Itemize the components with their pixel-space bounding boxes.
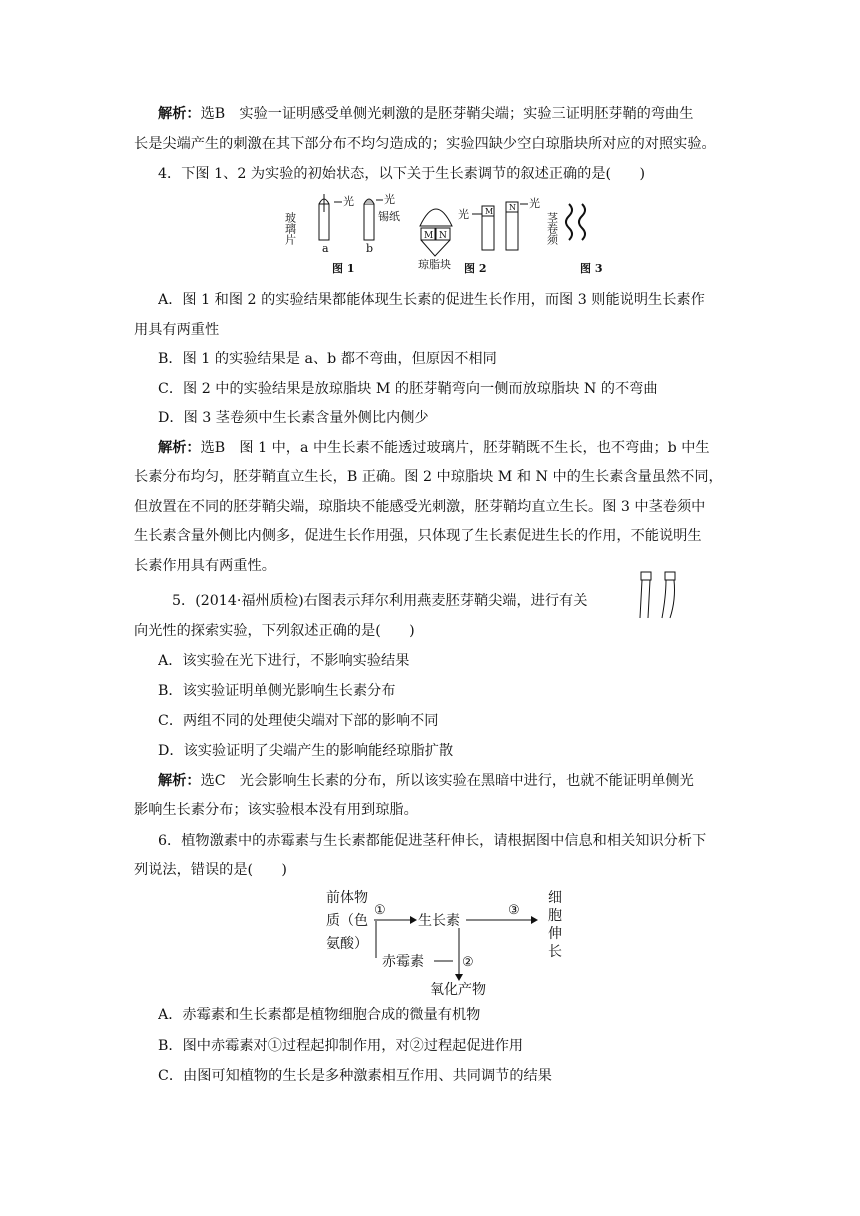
auxin-label: 生长素: [418, 913, 460, 929]
figure-1-label: 图 1: [332, 262, 355, 275]
q4-option-a-cont: 用具有两重性: [134, 322, 220, 338]
analysis-line: 长是尖端产生的刺激在其下部分布不均匀造成的；实验四缺少空白琼脂块所对应的对照实验。: [134, 136, 716, 152]
q5-option-d: D．该实验证明了尖端产生的影响能经琼脂扩散: [158, 743, 454, 759]
svg-text:氨酸）: 氨酸）: [326, 936, 368, 952]
q5-option-a: A．该实验在光下进行，不影响实验结果: [158, 653, 410, 669]
step-3-marker: ③: [508, 903, 520, 918]
svg-text:N: N: [439, 231, 447, 241]
question-6-stem: 6．植物激素中的赤霉素与生长素都能促进茎秆伸长，请根据图中信息和相关知识分析下: [158, 833, 707, 849]
light-label: 光: [343, 195, 354, 208]
question-4-figure: [284, 192, 614, 282]
foil-label: 锡纸: [378, 210, 400, 223]
q5-analysis: 解析：选C 光会影响生长素的分布，所以该实验在黑暗中进行，也就不能证明单侧光: [158, 773, 694, 789]
q4-analysis-line: 长素作用具有两重性。: [134, 558, 276, 574]
q6-option-a: A．赤霉素和生长素都是植物细胞合成的微量有机物: [158, 1007, 481, 1023]
q4-analysis-line: 但放置在不同的胚芽鞘尖端，琼脂块不能感受光刺激，胚芽鞘均直立生长。图 3 中茎卷须中: [134, 499, 706, 515]
precursor-label: 前体物: [326, 890, 368, 906]
q4-analysis: 解析：选B 图 1 中，a 中生长素不能透过玻璃片，胚芽鞘既不生长，也不弯曲；b 中生: [158, 440, 710, 456]
q5-option-b: B．该实验证明单侧光影响生长素分布: [158, 683, 396, 699]
q4-option-a: A．图 1 和图 2 的实验结果都能体现生长素的促进生长作用，而图 3 则能说明生长素作: [158, 292, 705, 308]
glass-label: 玻璃片: [284, 212, 297, 245]
question-4-stem: 4．下图 1、2 为实验的初始状态，以下关于生长素调节的叙述正确的是( ): [158, 166, 645, 182]
q4-analysis-line: 生长素含量外侧比内侧多，促进生长作用强，只体现了生长素促进生长的作用，不能说明生: [134, 528, 702, 544]
svg-text:光: 光: [384, 193, 395, 206]
question-5-figure: [636, 566, 686, 620]
q5-option-c: C．两组不同的处理使尖端对下部的影响不同: [158, 713, 439, 729]
svg-text:M: M: [424, 231, 434, 241]
step-2-marker: ②: [462, 955, 474, 970]
figure-2-label: 图 2: [464, 262, 487, 275]
q6-option-b: B．图中赤霉素对①过程起抑制作用，对②过程起促进作用: [158, 1038, 524, 1054]
q6-option-c: C．由图可知植物的生长是多种激素相互作用、共同调节的结果: [158, 1068, 552, 1084]
figure-3-label: 图 3: [580, 262, 603, 275]
label-b: b: [366, 242, 374, 255]
svg-text:长: 长: [548, 944, 562, 960]
agar-label: 琼脂块: [418, 258, 451, 271]
q4-option-c: C．图 2 中的实验结果是放琼脂块 M 的胚芽鞘弯向一侧而放琼脂块 N 的不弯曲: [158, 381, 658, 397]
svg-text:N: N: [509, 203, 516, 212]
question-5-stem: 5．(2014·福州质检)右图表示拜尔利用燕麦胚芽鞘尖端，进行有关: [172, 593, 588, 609]
analysis-label: 解析：: [158, 106, 201, 122]
oxidized-product-label: 氧化产物: [430, 982, 486, 998]
cell-elongation-label: 细: [548, 890, 562, 906]
svg-text:质（色: 质（色: [326, 913, 368, 929]
q4-analysis-line: 长素分布均匀，胚芽鞘直立生长，B 正确。图 2 中琼脂块 M 和 N 中的生长素含量虽然不同，: [134, 469, 723, 485]
svg-text:伸: 伸: [548, 926, 562, 942]
step-1-marker: ①: [374, 903, 386, 918]
svg-text:光: 光: [529, 197, 540, 210]
svg-text:胞: 胞: [548, 908, 562, 924]
label-a: a: [322, 242, 329, 255]
tendril-label: 茎卷须: [545, 212, 559, 245]
analysis-paragraph: 解析：选B 实验一证明感受单侧光刺激的是胚芽鞘尖端；实验三证明胚芽鞘的弯曲生: [158, 106, 694, 122]
question-6-diagram: [326, 886, 576, 998]
question-6-stem-cont: 列说法，错误的是( ): [134, 862, 287, 878]
svg-text:M: M: [485, 207, 494, 216]
svg-text:光: 光: [458, 208, 469, 221]
q4-option-d: D．图 3 茎卷须中生长素含量外侧比内侧少: [158, 410, 429, 426]
question-5-stem-cont: 向光性的探索实验，下列叙述正确的是( ): [134, 623, 415, 639]
gibberellin-label: 赤霉素: [382, 954, 424, 970]
q4-option-b: B．图 1 的实验结果是 a、b 都不弯曲，但原因不相同: [158, 351, 497, 367]
q5-analysis-line: 影响生长素分布；该实验根本没有用到琼脂。: [134, 802, 418, 818]
